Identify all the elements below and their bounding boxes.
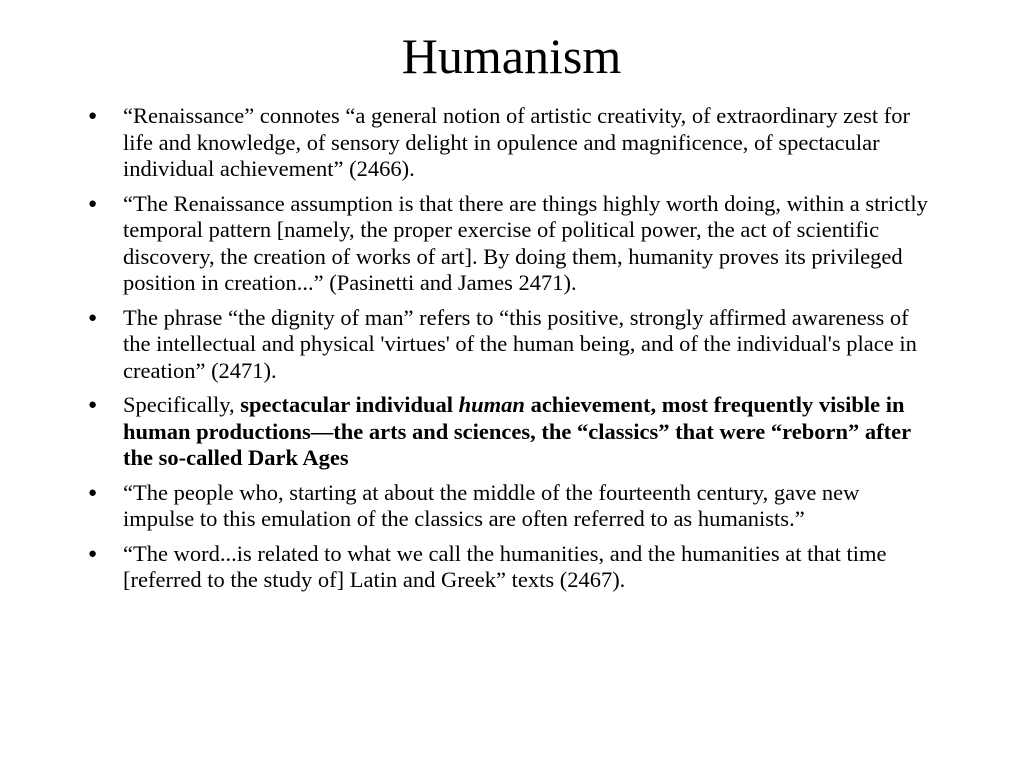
bullet-item (0, 541, 1023, 594)
bullet-text-segment: “The Renaissance assumption is that there are things highly worth doing, within a strictly temporal pattern [namely, the proper exercise of political power, the act of scientific discovery, the creation of works of art]. By doing them, humanity proves its privileged position in creation...” (Pasinetti and James 2471). (123, 190, 928, 295)
bullet-text-segment: The phrase “the dignity of man” refers to “this positive, strongly affirmed awareness of the intellectual and physical 'virtues' of the human being, and of the individual's place in creation” (2471). (123, 304, 917, 383)
bullet-dot-icon: ● (88, 108, 98, 124)
bullet-text-segment: Specifically, (123, 392, 241, 417)
bullet-text-segment: “The people who, starting at about the middle of the fourteenth century, gave new impulse to this emulation of the classics are often referred to as humanists.” (123, 479, 860, 531)
bullet-text-segment: human (458, 392, 525, 417)
bullet-dot-icon: ● (88, 545, 98, 562)
bullet-dot-icon: ● (88, 397, 98, 413)
bullet-list (0, 103, 1023, 602)
bullet-text-segment: spectacular individual (240, 392, 459, 417)
bullet-item (0, 103, 1023, 183)
bullet-item (0, 392, 1023, 472)
bullet-item (0, 305, 1023, 385)
bullet-dot-icon: ● (88, 484, 98, 501)
bullet-item (0, 480, 1023, 533)
bullet-dot-icon: ● (88, 309, 98, 326)
bullet-item (0, 191, 1023, 297)
bullet-dot-icon: ● (88, 195, 98, 212)
bullet-text-segment: “The word...is related to what we call the humanities, and the humanities at that time [referred to the study of] Latin and Greek” texts (2467). (123, 540, 887, 592)
bullet-text-segment: “Renaissance” connotes “a general notion of artistic creativity, of extraordinary zest for life and knowledge, of sensory delight in opulence and magnificence, of spectacular individual achievement” (2466). (123, 103, 910, 181)
slide-title: Humanism (401, 28, 622, 84)
bullet-text-segment: achievement, most frequently visible in human productions—the arts and sciences, the “classics” that were “reborn” after the so-called Dark Ages (123, 392, 911, 470)
